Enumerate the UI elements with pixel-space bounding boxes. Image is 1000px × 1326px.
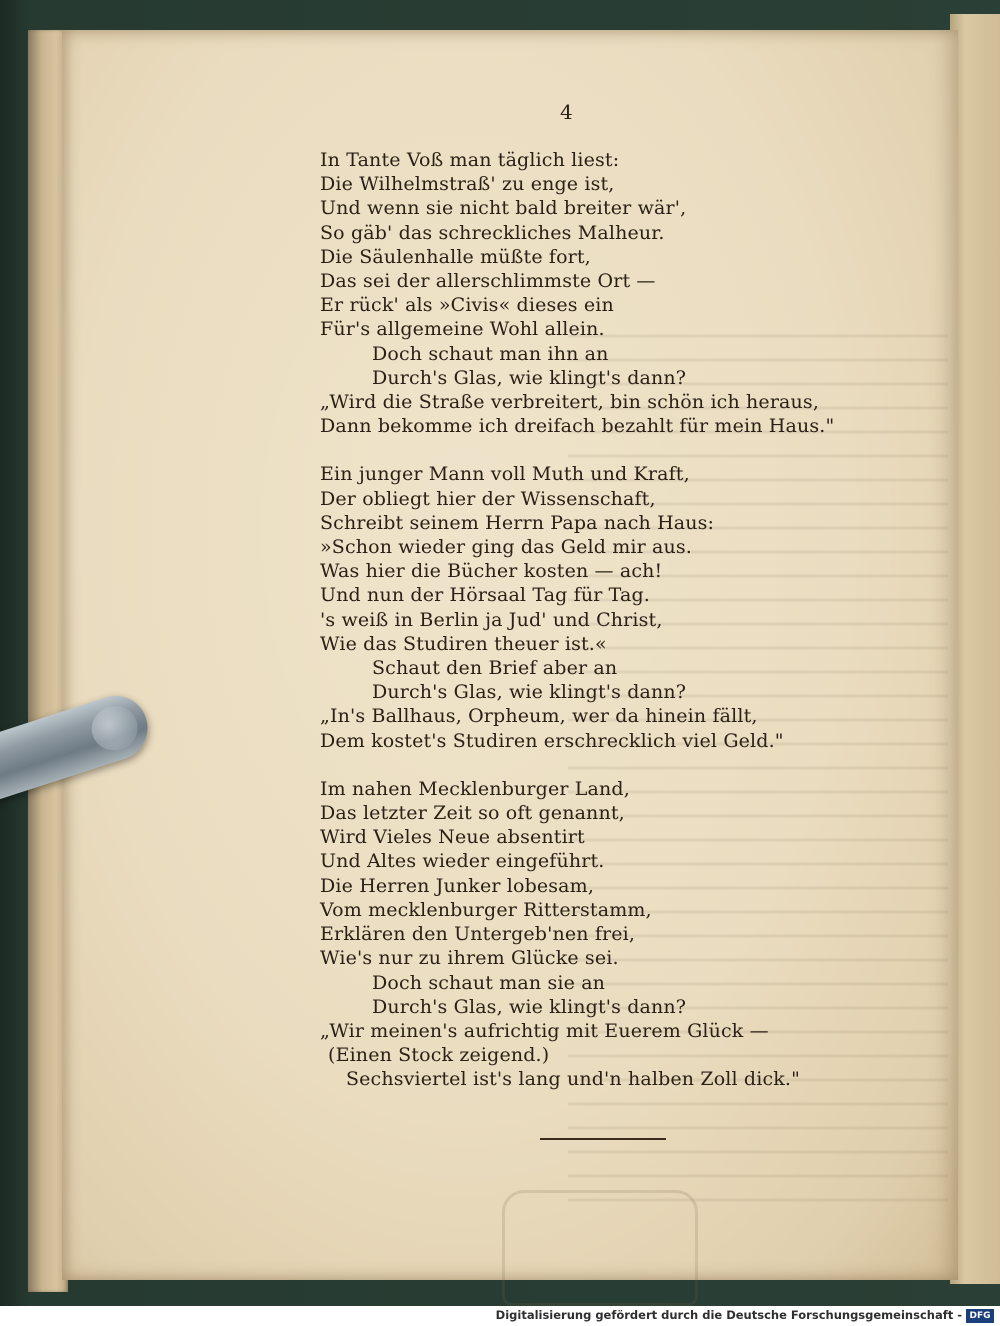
dfg-logo: DFG	[966, 1309, 994, 1323]
verse-line: Erklären den Untergeb'nen frei,	[320, 923, 636, 946]
verse-line: „In's Ballhaus, Orpheum, wer da hinein fällt,	[320, 705, 758, 728]
page-number: 4	[560, 100, 573, 124]
verse-line: Vom mecklenburger Ritterstamm,	[320, 898, 652, 921]
verse-line: Schaut den Brief aber an	[372, 657, 618, 680]
verse-line: Der obliegt hier der Wissenschaft,	[320, 487, 656, 510]
verse-line: Und wenn sie nicht bald breiter wär',	[320, 197, 687, 220]
verse-line: Wie das Studiren theuer ist.«	[320, 632, 607, 655]
poem-text	[320, 148, 900, 1092]
verse-line: Sechsviertel ist's lang und'n halben Zoll dick."	[346, 1068, 801, 1091]
stanza	[320, 462, 900, 752]
verse-line: Im nahen Mecklenburger Land,	[320, 777, 630, 800]
verse-line: »Schon wieder ging das Geld mir aus.	[320, 536, 692, 559]
verse-line: „Wird die Straße verbreitert, bin schön ich heraus,	[320, 391, 820, 414]
verse-line: 's weiß in Berlin ja Jud' und Christ,	[320, 608, 663, 631]
verse-line: Wird Vieles Neue absentirt	[320, 826, 585, 849]
verse-line: Die Wilhelmstraß' zu enge ist,	[320, 173, 615, 196]
funding-credit: Digitalisierung gefördert durch die Deutsche Forschungsgemeinschaft -	[495, 1308, 962, 1322]
verse-line: Durch's Glas, wie klingt's dann?	[372, 366, 687, 389]
stanza	[320, 777, 900, 1092]
verse-line: Durch's Glas, wie klingt's dann?	[372, 995, 687, 1018]
verse-line: Für's allgemeine Wohl allein.	[320, 318, 605, 341]
verse-line: Durch's Glas, wie klingt's dann?	[372, 681, 687, 704]
verse-line: Doch schaut man ihn an	[372, 342, 609, 365]
verse-line: Und nun der Hörsaal Tag für Tag.	[320, 584, 650, 607]
verse-line: Ein junger Mann voll Muth und Kraft,	[320, 463, 690, 486]
verse-line: So gäb' das schreckliches Malheur.	[320, 221, 665, 244]
verse-line: „Wir meinen's aufrichtig mit Euerem Glück —	[320, 1019, 769, 1042]
verse-line: Was hier die Bücher kosten — ach!	[320, 560, 663, 583]
verse-line: Dem kostet's Studiren erschrecklich viel Geld."	[320, 729, 784, 752]
library-stamp	[502, 1190, 698, 1306]
verse-line: Schreibt seinem Herrn Papa nach Haus:	[320, 511, 715, 534]
verse-line: Die Herren Junker lobesam,	[320, 874, 595, 897]
verse-line: Das letzter Zeit so oft genannt,	[320, 802, 625, 825]
verse-line: Doch schaut man sie an	[372, 971, 606, 994]
footer-bar	[0, 1306, 1000, 1326]
stanza	[320, 148, 900, 438]
verse-line: Die Säulenhalle müßte fort,	[320, 245, 591, 268]
verse-line: Wie's nur zu ihrem Glücke sei.	[320, 947, 619, 970]
verse-line: Dann bekomme ich dreifach bezahlt für mein Haus."	[320, 415, 835, 438]
verse-line: Er rück' als »Civis« dieses ein	[320, 294, 614, 317]
verse-line: Und Altes wieder eingeführt.	[320, 850, 605, 873]
verse-line: Das sei der allerschlimmste Ort —	[320, 270, 656, 293]
verse-line: In Tante Voß man täglich liest:	[320, 149, 620, 171]
end-rule	[540, 1138, 666, 1140]
verse-line: (Einen Stock zeigend.)	[328, 1044, 550, 1067]
